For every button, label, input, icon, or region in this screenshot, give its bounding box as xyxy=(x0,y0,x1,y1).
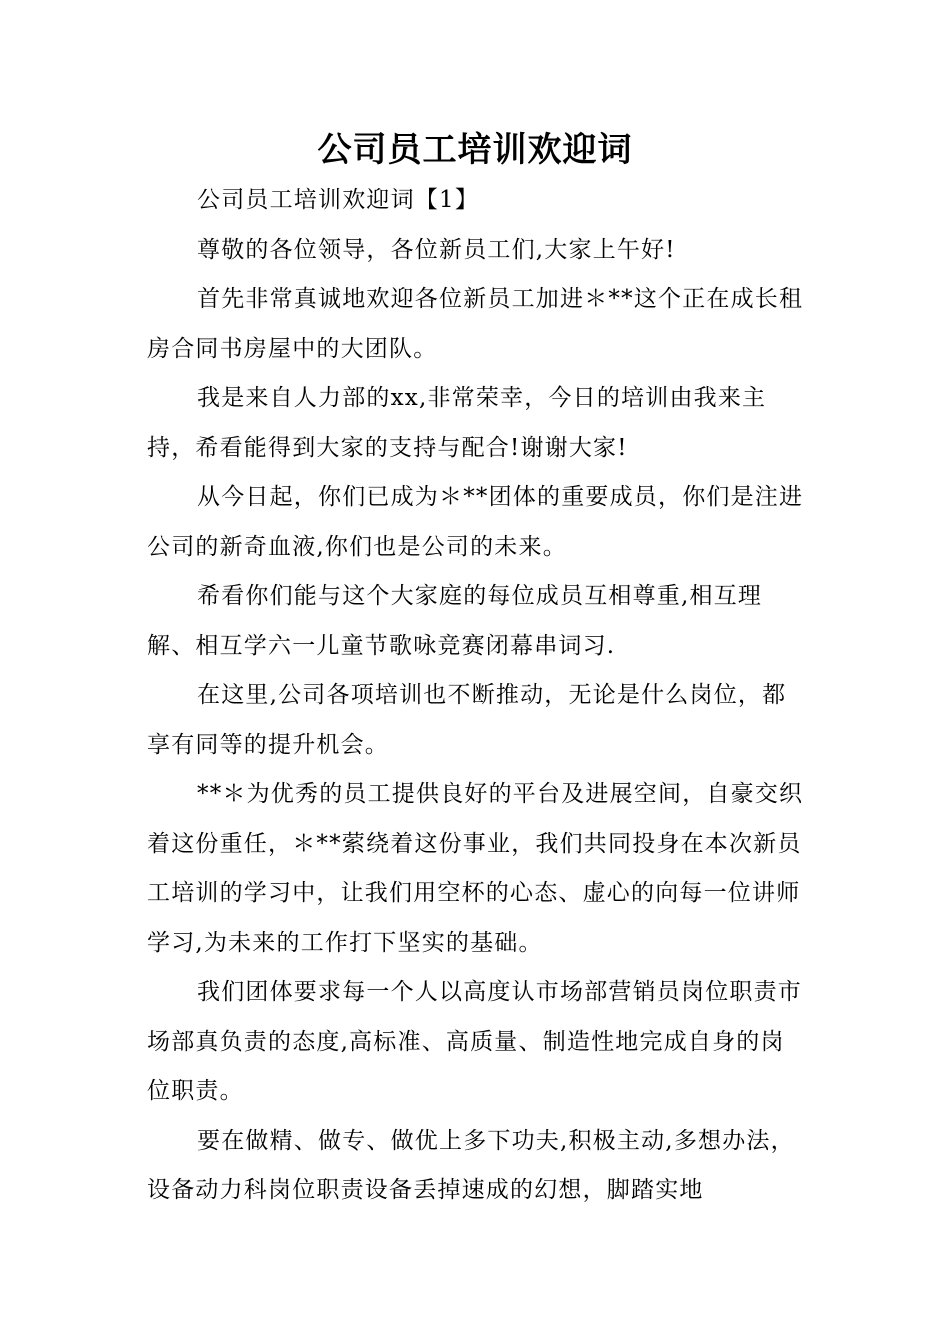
paragraph-platform: **＊为优秀的员工提供良好的平台及进展空间，自豪交织着这份重任，＊**萦绕着这份事业，我们共同投身在本次新员工培训的学习中，让我们用空杯的心态、虚心的向每一位讲师学习,为未来的工作打下坚实的基础。 xyxy=(147,781,804,956)
paragraph-responsibility: 我们团体要求每一个人以高度认市场部营销员岗位职责市场部真负责的态度,高标准、高质量、制造性地完成自身的岗位职责。 xyxy=(147,979,802,1104)
paragraph-mutual-respect: 希看你们能与这个大家庭的每位成员互相尊重,相互理解、相互学六一儿童节歌咏竞赛闭幕串词习. xyxy=(147,583,763,659)
document-body xyxy=(147,176,807,1216)
paragraph-training: 在这里,公司各项培训也不断推动，无论是什么岗位，都享有同等的提升机会。 xyxy=(147,682,787,758)
paragraph-welcome: 首先非常真诚地欢迎各位新员工加进＊**这个正在成长租房合同书房屋中的大团队。 xyxy=(147,286,804,362)
document-title: 公司员工培训欢迎词 xyxy=(317,130,633,170)
paragraph-introduction: 我是来自人力部的xx,非常荣幸，今日的培训由我来主持，希看能得到大家的支持与配合!谢谢大家! xyxy=(147,385,767,461)
paragraph-effort: 要在做精、做专、做优上多下功夫,积极主动,多想办法，设备动力科岗位职责设备丢掉速成的幻想，脚踏实地 xyxy=(147,1127,795,1203)
paragraph-greeting: 尊敬的各位领导，各位新员工们,大家上午好! xyxy=(197,236,676,263)
paragraph-new-members: 从今日起，你们已成为＊**团体的重要成员，你们是注进公司的新奇血液,你们也是公司的未来。 xyxy=(147,484,804,560)
paragraph-section-heading: 公司员工培训欢迎词【1】 xyxy=(197,187,480,213)
